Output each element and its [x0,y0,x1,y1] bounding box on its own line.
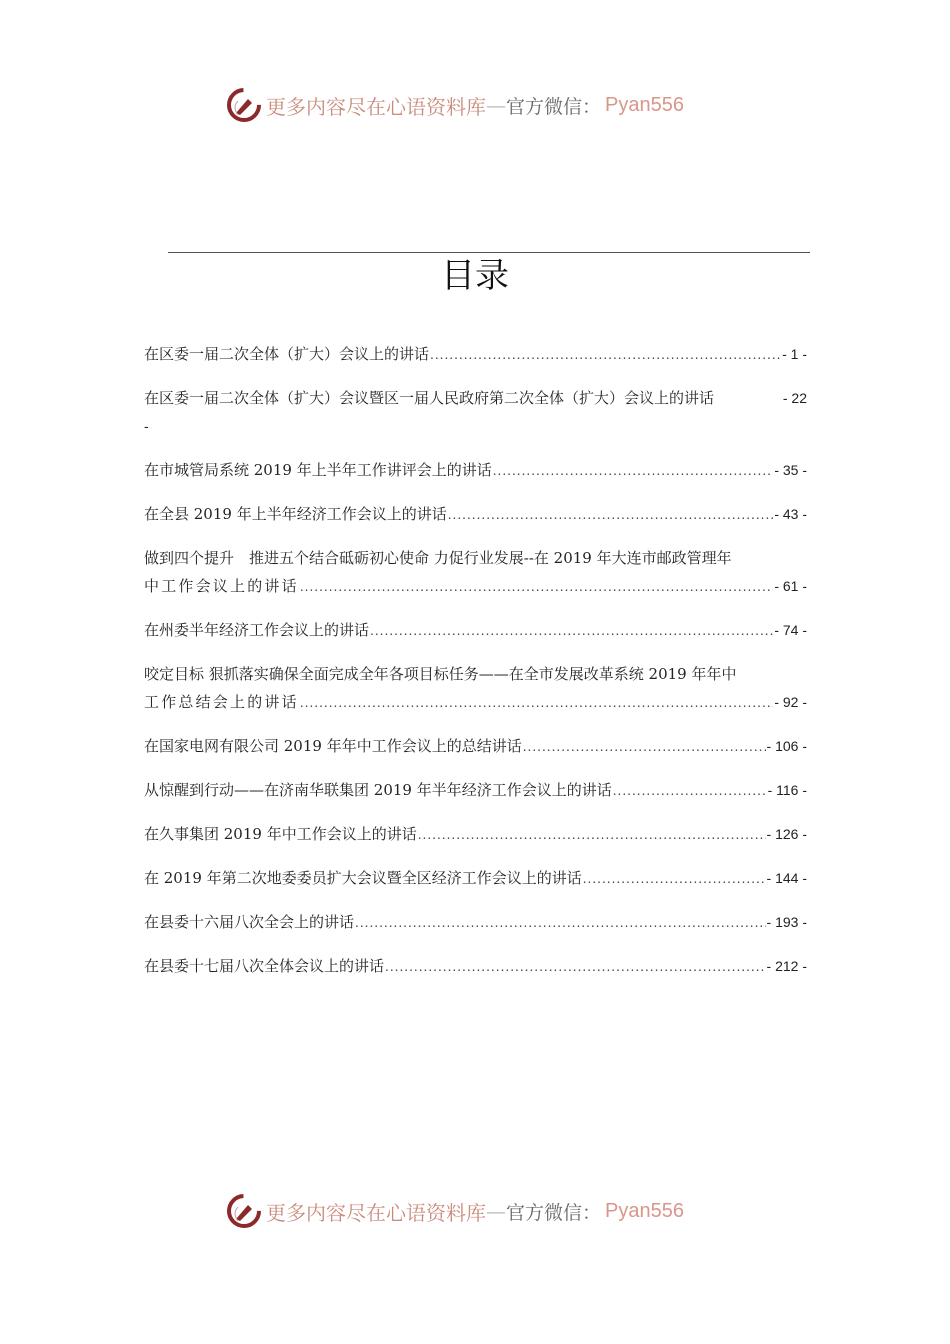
toc-entry[interactable] [144,340,807,369]
banner-dash: — [486,1199,506,1223]
page-title: 目录 [441,256,509,296]
banner-main-text: 更多内容尽在心语资料库 [266,94,486,119]
toc-entry-title: 在国家电网有限公司 2019 年年中工作会议上的总结讲话 [144,737,522,755]
footer-watermark-banner [226,1191,726,1231]
toc-entry[interactable] [144,544,807,601]
toc-entry-title: 做到四个提升 推进五个结合砥砺初心使命 力促行业发展--在 2019 年大连市邮政管理年 [144,549,732,567]
toc-page-number: - 126 - [766,826,807,842]
toc-entry-title: 中工作会议上的讲话 [144,577,299,595]
toc-entry[interactable] [144,820,807,849]
toc-leader-dots [448,501,774,529]
toc-entry-title: 咬定目标 狠抓落实确保全面完成全年各项目标任务——在全市发展改革系统 2019 年年中 [144,665,737,683]
toc-page-number: - 92 - [774,694,807,710]
toc-entry-title: 在县委十六届八次全会上的讲话 [144,913,355,931]
toc-leader-dots [493,457,774,485]
toc-entry-title: 从惊醒到行动——在济南华联集团 2019 年半年经济工作会议上的讲话 [144,781,612,799]
toc-entry[interactable] [144,864,807,893]
toc-entry[interactable] [144,616,807,645]
toc-leader-dots [430,341,781,369]
toc-entry-title: 在区委一届二次全体（扩大）会议上的讲话 [144,345,430,363]
toc-entry[interactable] [144,732,807,761]
toc-leader-dots [418,821,766,849]
toc-entry[interactable] [144,908,807,937]
toc-entry-title: 在县委十七届八次全体会议上的讲话 [144,957,385,975]
banner-wechat-id: Pyan556 [605,93,684,116]
toc-leader-dots [370,617,773,645]
toc-entry[interactable] [144,776,807,805]
toc-page-number-tail: - [144,418,149,434]
toc-page-number: - 74 - [774,622,807,638]
toc-page-number: - 144 - [766,870,807,886]
toc-page-number: - 212 - [766,958,807,974]
toc-entry-title: 在 2019 年第二次地委委员扩大会议暨全区经济工作会议上的讲话 [144,869,582,887]
toc-page-number: - 106 - [766,738,807,754]
pen-nib-logo-icon [226,1193,262,1229]
banner-main-text: 更多内容尽在心语资料库 [266,1200,486,1225]
toc-entry-title: 在全县 2019 年上半年经济工作会议上的讲话 [144,505,447,523]
toc-page-number: - 22 [782,390,807,406]
toc-leader-dots [523,733,766,761]
toc-leader-dots [385,953,766,981]
toc-entry-title: 在久事集团 2019 年中工作会议上的讲话 [144,825,417,843]
toc-page-number: - 116 - [767,782,807,798]
toc-entry-title: 在市城管局系统 2019 年上半年工作讲评会上的讲话 [144,461,492,479]
toc-entry[interactable] [144,500,807,529]
toc-page-number: - 1 - [782,346,807,362]
toc-entry-title: 在州委半年经济工作会议上的讲话 [144,621,370,639]
banner-dash: — [486,93,506,117]
toc-page-number: - 35 - [774,462,807,478]
toc-leader-dots [300,689,774,717]
toc-page-number: - 61 - [774,578,807,594]
toc-leader-dots [583,865,766,893]
banner-wechat-id: Pyan556 [605,1199,684,1222]
toc-entry[interactable] [144,456,807,485]
header-watermark-banner [226,85,726,125]
toc-leader-dots [355,909,766,937]
banner-wechat-label: 官方微信： [506,95,602,118]
banner-wechat-label: 官方微信： [506,1201,602,1224]
toc-entry[interactable] [144,952,807,981]
pen-nib-logo-icon [226,87,262,123]
toc-entry[interactable] [144,384,807,440]
toc-page-number: - 43 - [774,506,807,522]
toc-entry-title: 工作总结会上的讲话 [144,693,299,711]
toc-entry-title: 在区委一届二次全体（扩大）会议暨区一届人民政府第二次全体（扩大）会议上的讲话 [144,389,715,407]
toc-entry[interactable] [144,660,807,717]
toc-page-number: - 193 - [766,914,807,930]
toc-leader-dots [613,777,767,805]
toc-leader-dots [300,573,774,601]
